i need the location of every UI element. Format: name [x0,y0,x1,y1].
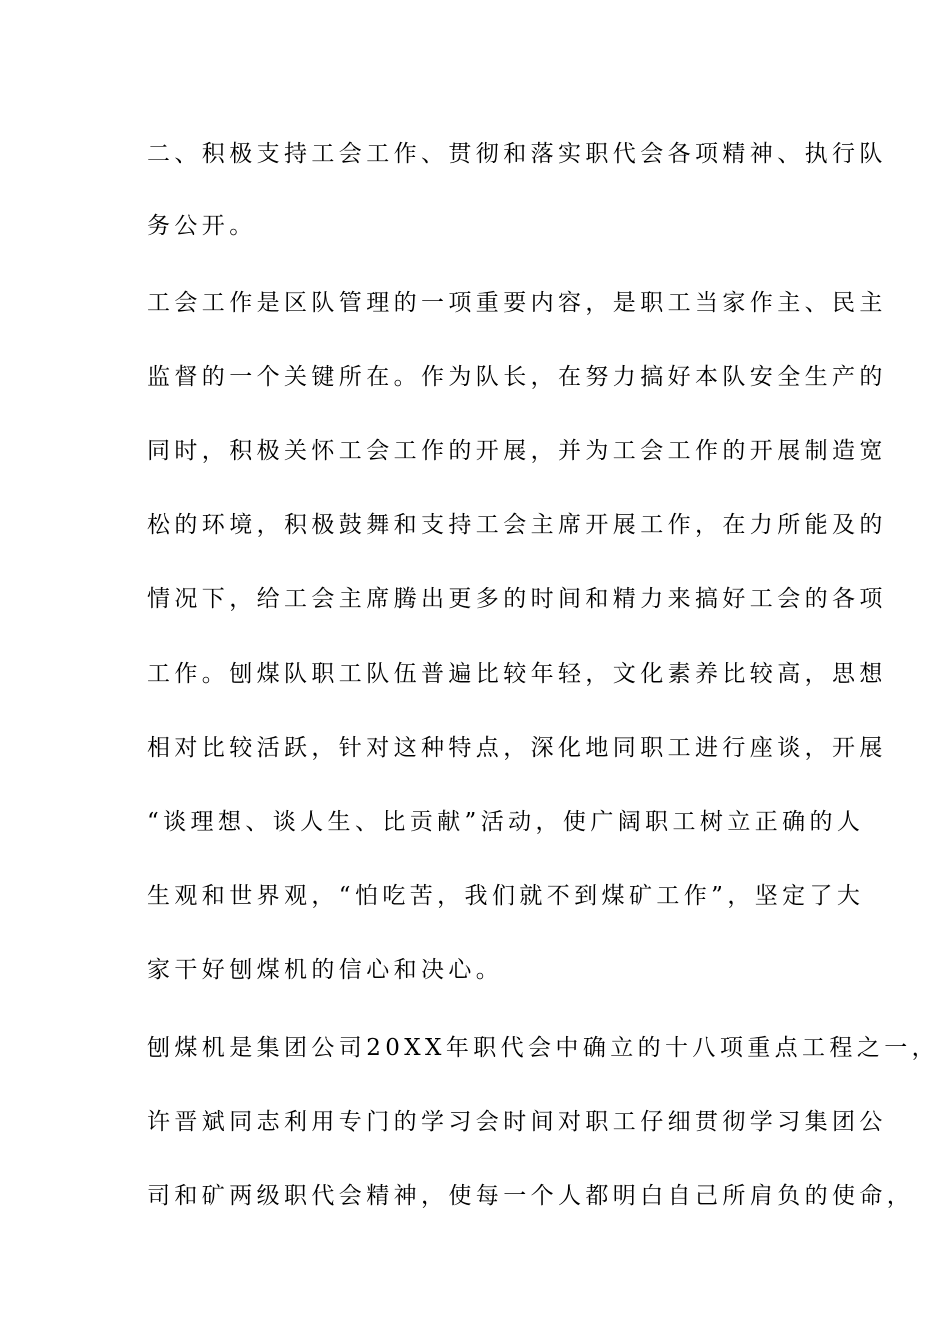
paragraph-line: 情况下，给工会主席腾出更多的时间和精力来搞好工会的各项 [147,586,887,612]
paragraph-line: 许晋斌同志利用专门的学习会时间对职工仔细贯彻学习集团公 [147,1109,887,1135]
heading-line-1: 二、积极支持工会工作、贯彻和落实职代会各项精神、执行队 [147,141,887,167]
paragraph-line: 刨煤机是集团公司20XX年职代会中确立的十八项重点工程之一， [147,1035,940,1061]
paragraph-line: 监督的一个关键所在。作为队长，在努力搞好本队安全生产的 [147,364,887,390]
paragraph-line: 司和矿两级职代会精神，使每一个人都明白自己所肩负的使命， [147,1183,915,1209]
paragraph-line: 工作。刨煤队职工队伍普遍比较年轻，文化素养比较高，思想 [147,661,887,687]
heading-line-2: 务公开。 [147,213,257,239]
paragraph-line: 松的环境，积极鼓舞和支持工会主席开展工作，在力所能及的 [147,512,887,538]
paragraph-line: 生观和世界观，“怕吃苦，我们就不到煤矿工作”，坚定了大 [147,883,865,909]
paragraph-line: 相对比较活跃，针对这种特点，深化地同职工进行座谈，开展 [147,735,887,761]
paragraph-line: 工会工作是区队管理的一项重要内容，是职工当家作主、民主 [147,290,887,316]
paragraph-line: 同时，积极关怀工会工作的开展，并为工会工作的开展制造宽 [147,438,887,464]
paragraph-line: 家干好刨煤机的信心和决心。 [147,957,504,983]
paragraph-line: “谈理想、谈人生、比贡献”活动，使广阔职工树立正确的人 [147,809,865,835]
